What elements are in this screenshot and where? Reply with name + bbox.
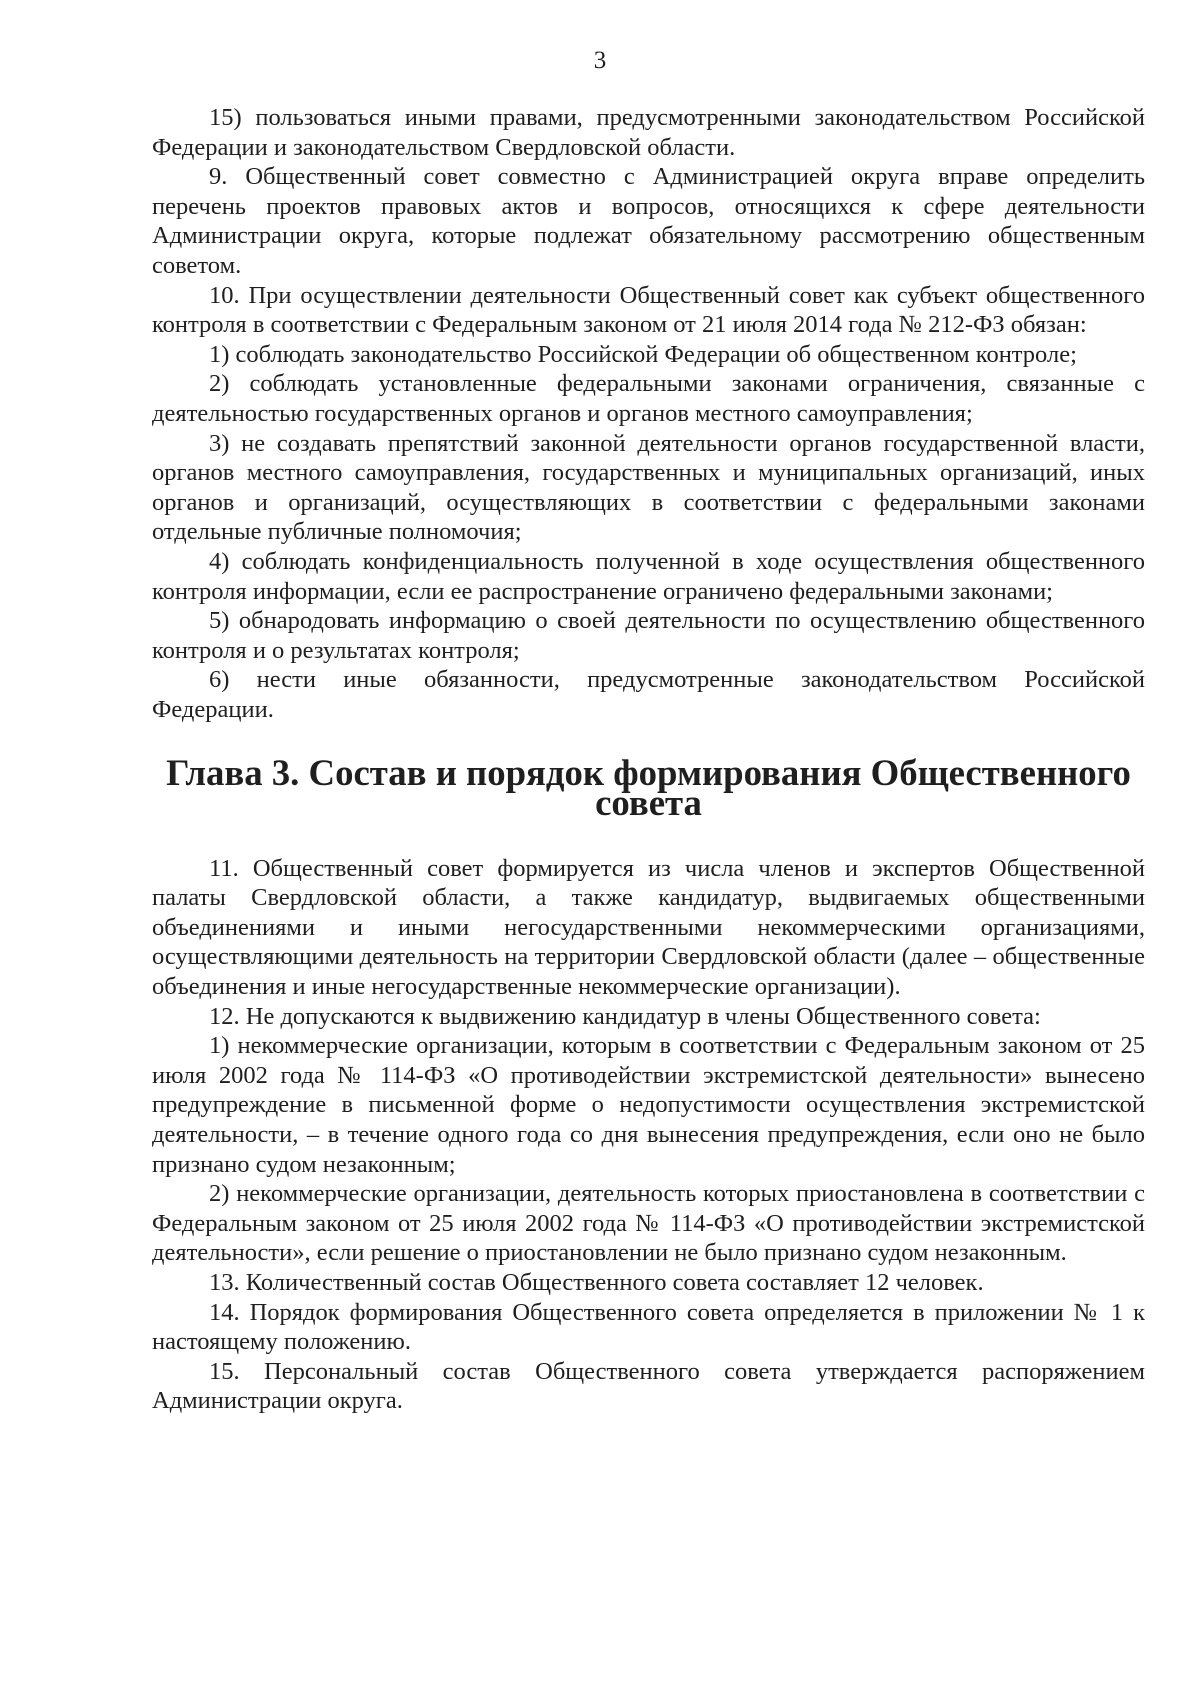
clause-10: 10. При осуществлении деятельности Общественный совет как субъект общественного контроля в соответствии с Федеральным законом от 21 июля 2014 года № 212-ФЗ обязан: bbox=[152, 281, 1145, 339]
page-number: 3 bbox=[593, 47, 607, 74]
clause-12: 12. Не допускаются к выдвижению кандидатур в члены Общественного совета: bbox=[209, 1002, 1041, 1030]
chapter-heading: Глава 3. Состав и порядок формирования Общественного совета bbox=[166, 752, 1131, 824]
clause-12-item-1: 1) некоммерческие организации, которым в соответствии с Федеральным законом от 25 июля 2002 года № 114-ФЗ «О противодействии экстремистской деятельности» вынесено предупреждение в письменной форме о недопустимости осуществления экстремистской деятельности, – в течение одного года со дня вынесения предупреждения, если оно не было признано судом незаконным; bbox=[152, 1032, 1145, 1178]
list-item-15-rights: 15) пользоваться иными правами, предусмотренными законодательством Российской Федерации и законодательством Свердловской области. bbox=[152, 104, 1145, 161]
clause-13: 13. Количественный состав Общественного совета составляет 12 человек. bbox=[209, 1268, 984, 1296]
clause-10-item-5: 5) обнародовать информацию о своей деятельности по осуществлению общественного контроля и о результатах контроля; bbox=[152, 607, 1145, 664]
clause-11: 11. Общественный совет формируется из числа членов и экспертов Общественной палаты Свердловской области, а также кандидатур, выдвигаемых общественными объединениями и иными негосударственными некоммерческими организациями, осуществляющими деятельность на территории Свердловской области (далее – общественные объединения и иные негосударственные некоммерческие организации). bbox=[152, 854, 1145, 1001]
clause-10-item-6: 6) нести иные обязанности, предусмотренные законодательством Российской Федерации. bbox=[152, 666, 1145, 723]
document-body bbox=[152, 103, 1145, 1416]
clause-14: 14. Порядок формирования Общественного совета определяется в приложении № 1 к настоящему положению. bbox=[152, 1298, 1145, 1356]
clause-10-item-2: 2) соблюдать установленные федеральными законами ограничения, связанные с деятельностью государственных органов и органов местного самоуправления; bbox=[152, 370, 1145, 427]
clause-10-item-3: 3) не создавать препятствий законной деятельности органов государственной власти, органов местного самоуправления, государственных и муниципальных организаций, иных органов и организаций, осуществляющих в соответствии с федеральными законами отдельные публичные полномочия; bbox=[152, 429, 1145, 546]
clause-15: 15. Персональный состав Общественного совета утверждается распоряжением Администрации округа. bbox=[152, 1357, 1145, 1415]
clause-10-item-4: 4) соблюдать конфиденциальность полученной в ходе осуществления общественного контроля информации, если ее распространение ограничено федеральными законами; bbox=[152, 547, 1145, 605]
clause-10-item-1: 1) соблюдать законодательство Российской Федерации об общественном контроле; bbox=[209, 340, 1077, 368]
clause-9: 9. Общественный совет совместно с Администрацией округа вправе определить перечень проектов правовых актов и вопросов, относящихся к сфере деятельности Администрации округа, которые подлежат обязательному рассмотрению общественным советом. bbox=[152, 163, 1145, 279]
clause-12-item-2: 2) некоммерческие организации, деятельность которых приостановлена в соответствии с Федеральным законом от 25 июля 2002 года № 114-ФЗ «О противодействии экстремистской деятельности», если решение о приостановлении не было признано судом незаконным. bbox=[152, 1180, 1145, 1267]
